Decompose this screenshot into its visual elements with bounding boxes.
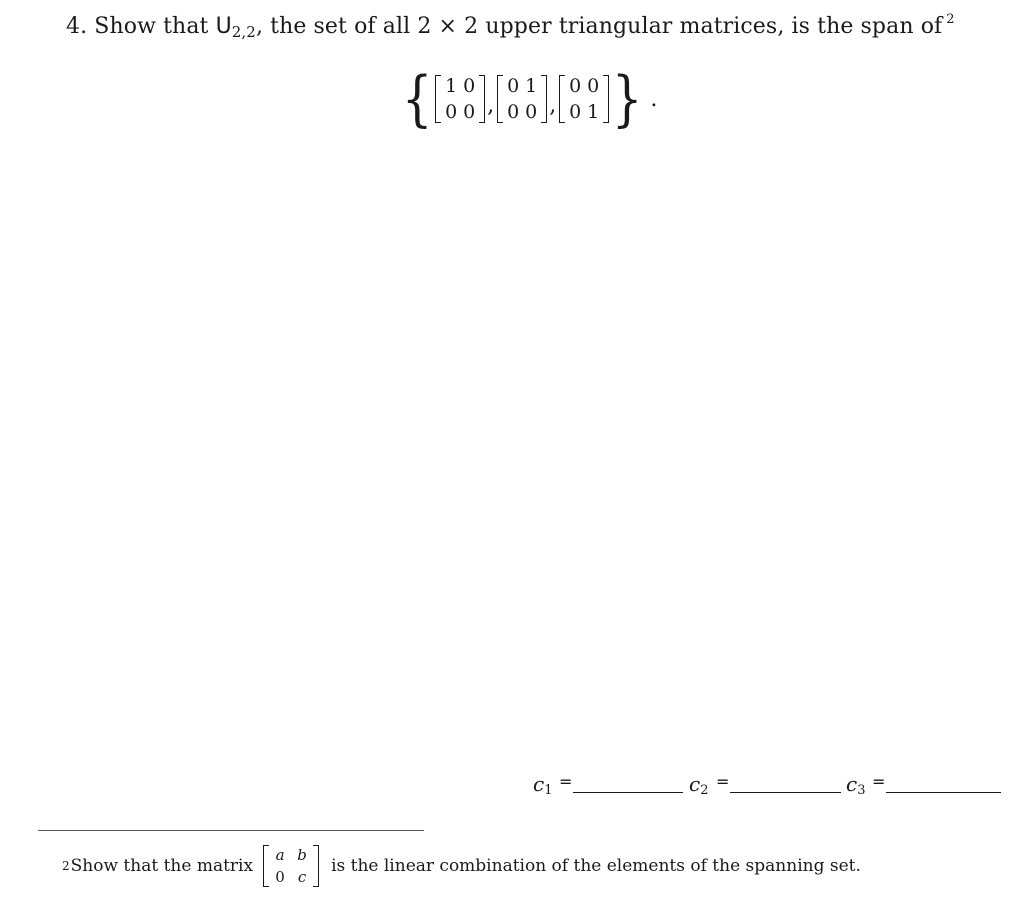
left-brace: { <box>401 64 433 134</box>
matrix-entry: 0 <box>463 75 476 97</box>
matrix-entry: 0 <box>587 75 600 97</box>
coefficient-c1-label: $c_1$ <box>533 772 553 798</box>
matrix-entry: 0 <box>569 101 582 123</box>
problem-statement <box>66 12 955 41</box>
matrix-e22 <box>559 73 609 125</box>
matrix-entry: 1 <box>587 101 600 123</box>
answer-blank-c2[interactable] <box>730 792 841 793</box>
set-symbol-subscript: 2,2 <box>231 23 256 41</box>
matrix-entry: 0 <box>525 101 538 123</box>
right-brace: } <box>612 64 643 134</box>
matrix-entry: a <box>275 846 285 864</box>
matrix-entry: c <box>297 868 307 886</box>
matrix-e11 <box>435 73 485 125</box>
footnote-marker: 2 <box>62 859 70 873</box>
matrix-entry: 0 <box>445 101 458 123</box>
footnote-text-before: Show that the matrix <box>70 856 254 876</box>
matrix-entry: b <box>297 846 307 864</box>
matrix-entry: 0 <box>507 101 520 123</box>
footnote-divider <box>38 830 424 831</box>
set-period: . <box>650 86 658 112</box>
symbol-comma: , <box>255 14 264 39</box>
footnote <box>62 838 861 894</box>
answer-blank-c3[interactable] <box>886 792 1001 793</box>
footnote-reference: 2 <box>946 12 955 27</box>
set-comma: , <box>487 93 495 118</box>
matrix-entry: 0 <box>507 75 520 97</box>
footnote-text-after: is the linear combination of the elements of the spanning set. <box>331 856 861 876</box>
problem-number: 4. <box>66 14 88 39</box>
coefficient-c2-label: $c_2$ <box>689 772 709 798</box>
spanning-set <box>398 66 657 132</box>
matrix-entry: 0 <box>275 868 285 886</box>
equals-sign: = <box>559 772 573 791</box>
footnote-matrix <box>263 844 319 888</box>
matrix-entry: 1 <box>525 75 538 97</box>
problem-text: the set of all 2 × 2 upper triangular matrices, is the span of <box>270 14 943 39</box>
equals-sign: = <box>872 772 886 791</box>
problem-lead: Show that <box>94 14 209 39</box>
equals-sign: = <box>716 772 730 791</box>
set-symbol: U <box>215 14 232 39</box>
matrix-entry: 0 <box>569 75 582 97</box>
matrix-e12 <box>497 73 547 125</box>
matrix-entry: 1 <box>445 75 458 97</box>
set-comma: , <box>549 93 557 118</box>
coefficient-answers <box>0 772 1024 802</box>
matrix-entry: 0 <box>463 101 476 123</box>
coefficient-c3-label: $c_3$ <box>846 772 866 798</box>
answer-blank-c1[interactable] <box>573 792 683 793</box>
